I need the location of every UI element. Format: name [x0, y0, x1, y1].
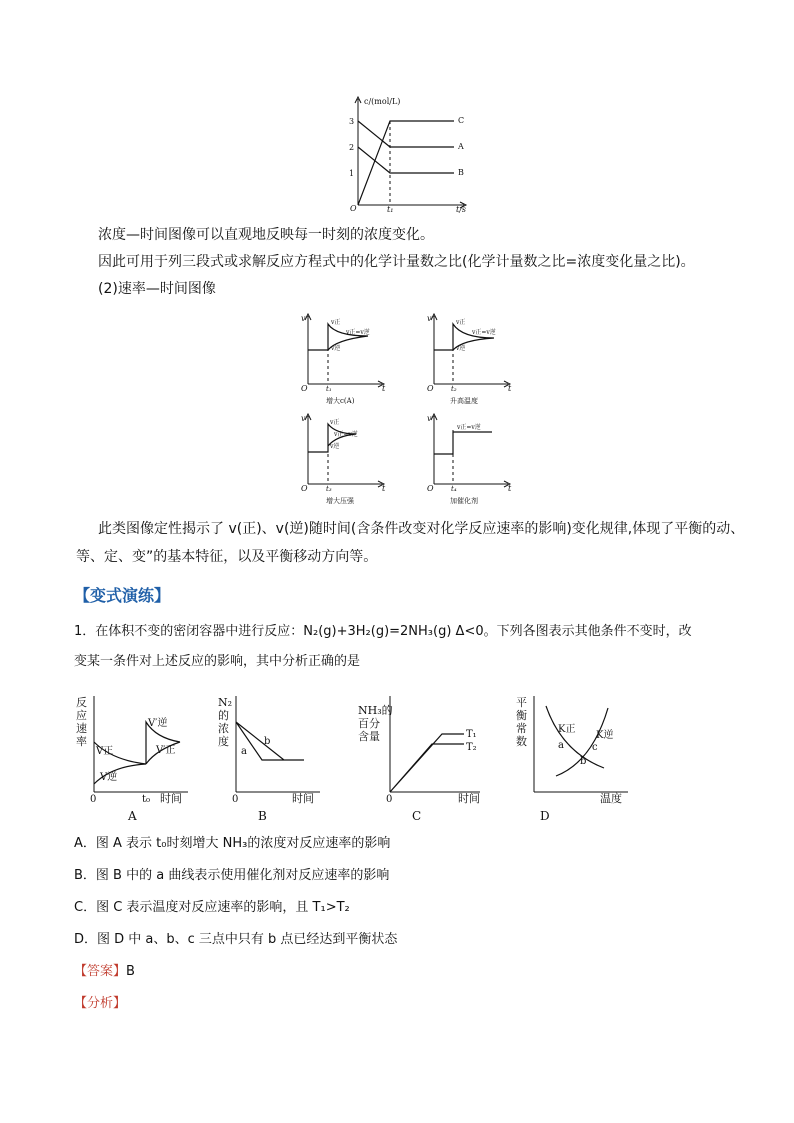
section-title: 【变式演练】 [74, 586, 171, 605]
choice-a: A．图 A 表示 t₀时刻增大 NH₃的浓度对反应速率的影响 [74, 836, 391, 851]
svg-text:v: v [427, 314, 432, 323]
caption: 增大压强 [326, 497, 354, 505]
svg-text:v逆: v逆 [331, 345, 341, 352]
paragraph-4a: 此类图像定性揭示了 v(正)、v(逆)随时间(含条件改变对化学反应速率的影响)变化规律,体现了平衡的动、 [98, 521, 745, 537]
svg-text:T₁: T₁ [466, 729, 477, 740]
curve-b [358, 147, 454, 173]
answer-value: B [126, 964, 135, 979]
y-axis-label: c/(mol/L) [364, 97, 401, 106]
svg-text:O: O [427, 384, 434, 393]
curve-a [358, 121, 454, 147]
svg-text:率: 率 [76, 735, 87, 748]
svg-text:平: 平 [516, 696, 527, 709]
label-a: A [458, 142, 464, 151]
svg-text:a: a [558, 740, 564, 751]
caption: C [412, 809, 422, 823]
svg-text:v正=v逆: v正=v逆 [457, 424, 481, 431]
svg-text:v逆: v逆 [330, 443, 340, 450]
question-line-2: 变某一条件对上述反应的影响，其中分析正确的是 [74, 654, 361, 669]
svg-text:v正: v正 [330, 419, 340, 426]
caption: D [540, 809, 550, 823]
label-b: B [458, 168, 464, 177]
svg-text:温度: 温度 [600, 792, 622, 805]
svg-text:常: 常 [516, 722, 527, 735]
svg-text:t: t [508, 484, 512, 493]
y-tick-2: 2 [349, 143, 355, 152]
caption: B [258, 809, 267, 823]
option-figure-a [72, 692, 192, 822]
svg-text:V′正: V′正 [156, 745, 176, 756]
svg-text:v: v [427, 414, 432, 423]
paragraph-2: 因此可用于列三段式或求解反应方程式中的化学计量数之比(化学计量数之比=浓度变化量之比)。 [98, 254, 695, 270]
svg-text:t: t [382, 484, 386, 493]
svg-text:0: 0 [232, 794, 239, 805]
answer [74, 962, 135, 982]
caption: 加催化剂 [450, 497, 478, 505]
svg-text:v逆: v逆 [456, 345, 466, 352]
question-line-1: 1．在体积不变的密闭容器中进行反应：N₂(g)+3H₂(g)=2NH₃(g) Δ<0。下列各图表示其他条件不变时，改 [74, 624, 692, 639]
svg-text:t: t [382, 384, 386, 393]
svg-text:时间: 时间 [160, 792, 182, 805]
origin-label: O [350, 204, 357, 213]
option-figure-c [354, 692, 484, 822]
svg-text:NH₃的: NH₃的 [358, 704, 393, 717]
svg-text:O: O [301, 384, 308, 393]
choice-b: B．图 B 中的 a 曲线表示使用催化剂对反应速率的影响 [74, 868, 390, 883]
svg-text:O: O [427, 484, 434, 493]
svg-text:t: t [508, 384, 512, 393]
svg-text:应: 应 [76, 709, 87, 722]
svg-text:时间: 时间 [292, 792, 314, 805]
svg-text:v: v [301, 314, 306, 323]
paragraph-3: (2)速率—时间图像 [98, 281, 216, 297]
rate-graph-3 [300, 412, 390, 512]
x-axis-label: t/s [456, 205, 467, 214]
svg-text:v正=v逆: v正=v逆 [346, 329, 370, 336]
concentration-time-figure [340, 95, 500, 215]
answer-label: 【答案】 [74, 964, 127, 979]
svg-text:t₁: t₁ [326, 385, 332, 393]
svg-text:数: 数 [516, 735, 527, 748]
y-tick-3: 3 [349, 117, 355, 126]
svg-text:v正=v逆: v正=v逆 [334, 431, 358, 438]
svg-text:V′逆: V′逆 [148, 718, 168, 729]
svg-text:t₂: t₂ [451, 385, 457, 393]
choice-d: D．图 D 中 a、b、c 三点中只有 b 点已经达到平衡状态 [74, 932, 398, 947]
svg-text:含量: 含量 [358, 730, 380, 743]
svg-text:v正: v正 [456, 319, 466, 326]
svg-text:速: 速 [76, 722, 87, 735]
option-figure-b [214, 692, 324, 822]
svg-text:b: b [264, 736, 271, 747]
svg-text:K正: K正 [558, 724, 576, 735]
y-tick-1: 1 [349, 169, 355, 178]
svg-text:时间: 时间 [458, 792, 480, 805]
curve-c [358, 121, 454, 205]
caption: A [128, 809, 137, 823]
svg-text:度: 度 [218, 735, 229, 748]
analysis-label: 【分析】 [74, 996, 127, 1011]
svg-text:0: 0 [90, 794, 97, 805]
option-figure-d [512, 692, 632, 822]
svg-text:v正: v正 [331, 319, 341, 326]
choice-c: C．图 C 表示温度对反应速率的影响，且 T₁>T₂ [74, 900, 350, 915]
rate-graph-4 [426, 412, 516, 512]
paragraph-1: 浓度—时间图像可以直观地反映每一时刻的浓度变化。 [98, 227, 434, 243]
caption: 增大c(A) [326, 397, 355, 405]
svg-text:V正: V正 [96, 746, 114, 757]
svg-text:t₀: t₀ [142, 794, 151, 805]
label-c: C [458, 116, 465, 125]
svg-text:a: a [241, 746, 247, 757]
svg-text:V逆: V逆 [100, 772, 118, 783]
svg-text:v: v [301, 414, 306, 423]
paragraph-4b: 等、定、变”的基本特征，以及平衡移动方向等。 [76, 549, 378, 565]
svg-text:t₄: t₄ [451, 485, 457, 493]
svg-text:百分: 百分 [358, 717, 380, 730]
svg-text:T₂: T₂ [466, 742, 477, 753]
svg-text:b: b [580, 756, 587, 767]
svg-text:的: 的 [218, 709, 229, 722]
rate-graph-1 [300, 312, 390, 412]
svg-text:N₂: N₂ [218, 696, 233, 709]
caption: 升高温度 [450, 397, 478, 405]
svg-text:O: O [301, 484, 308, 493]
svg-text:K逆: K逆 [596, 730, 614, 741]
svg-text:t₃: t₃ [326, 485, 332, 493]
svg-text:v正=v逆: v正=v逆 [472, 329, 496, 336]
svg-text:衡: 衡 [516, 709, 527, 722]
rate-graph-2 [426, 312, 516, 412]
svg-text:反: 反 [76, 696, 87, 709]
t1-label: t₁ [387, 205, 394, 214]
svg-text:0: 0 [386, 794, 393, 805]
svg-text:浓: 浓 [218, 722, 229, 735]
svg-text:c: c [592, 742, 598, 753]
